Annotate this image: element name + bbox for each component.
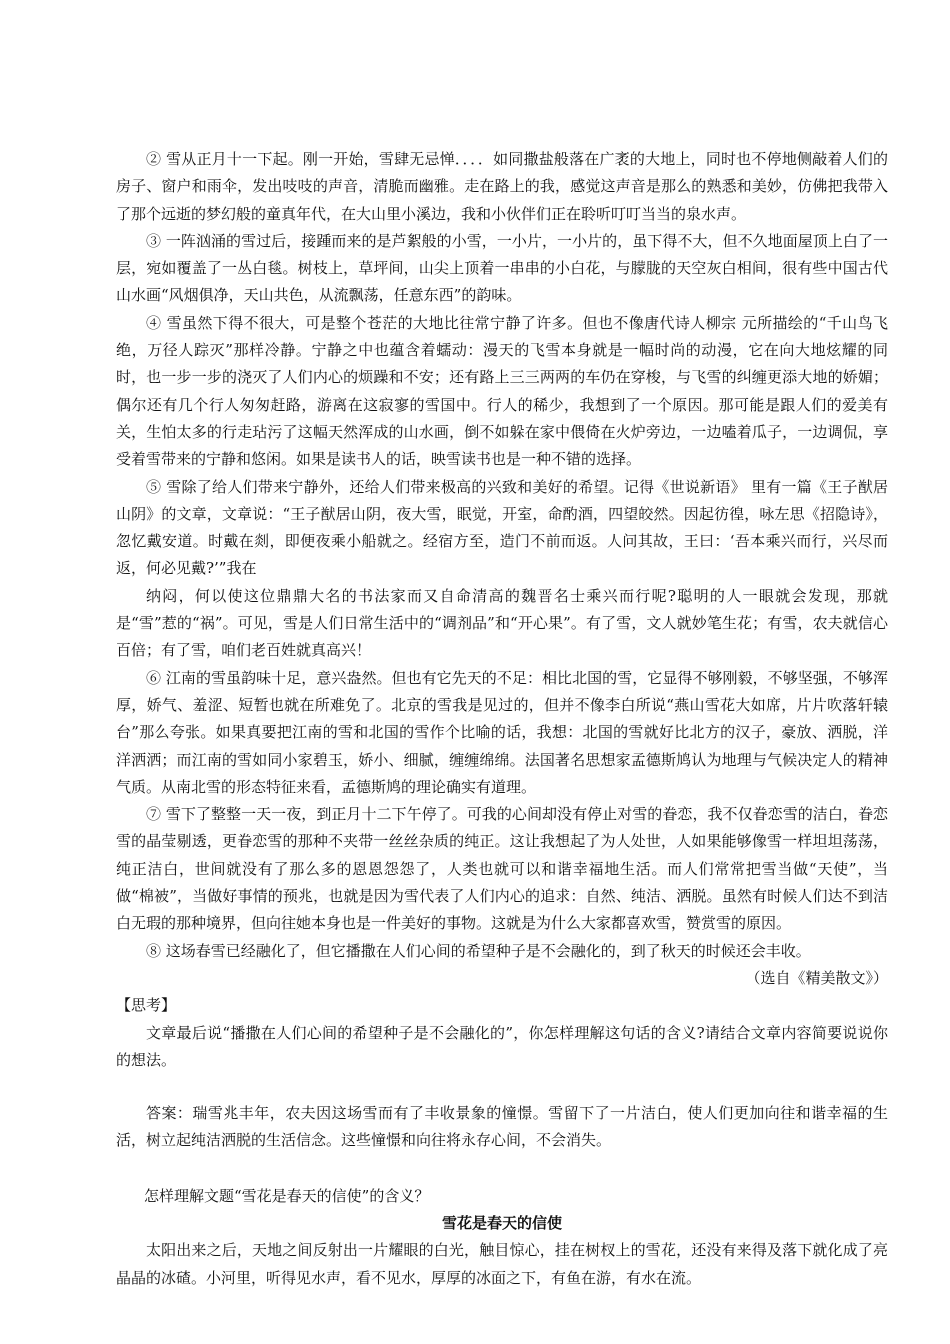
- paragraph-7: ⑦ 雪下了整整一天一夜，到正月十二下午停了。可我的心间却没有停止对雪的眷恋，我不仅眷恋雪的洁白，眷恋雪的晶莹剔透，更眷恋雪的那种不夹带一丝丝杂质的纯正。这让我想起了为人处世，人如果能够像雪一样坦坦荡荡，纯正洁白，世间就没有了那么多的恩恩怨怨了，人类也就可以和谐幸福地生活。而人们常常把雪当做“天使”，当做“棉被”，当做好事情的预兆，也就是因为雪代表了人们内心的追求：自然、纯洁、洒脱。虽然有时候人们达不到洁白无瑕的那种境界，但向往她本身也是一件美好的事物。这就是为什么大家都喜欢雪，赞赏雪的原因。: [116, 805, 888, 933]
- paragraph-2: ② 雪从正月十一下起。刚一开始，雪肆无忌惮．．．．如同撒盐般落在广袤的大地上，同时也不停地侧敲着人们的房子、窗户和雨伞，发出吱吱的声音，清脆而幽雅。走在路上的我，感觉这声音是那么的熟悉和美妙，仿佛把我带入了那个远逝的梦幻般的童真年代，在大山里小溪边，我和小伙伴们正在聆听叮叮当当的泉水声。: [116, 150, 888, 223]
- article-paragraph-1: 太阳出来之后，天地之间反射出一片耀眼的白光，触目惊心，挂在树杈上的雪花，还没有来得及落下就化成了亮晶晶的冰碴。小河里，听得见水声，看不见水，厚厚的冰面之下，有鱼在游，有水在流。: [116, 1241, 888, 1287]
- paragraph-4: ④ 雪虽然下得不很大，可是整个苍茫的大地比往常宁静了许多。但也不像唐代诗人柳宗 元所描绘的“千山鸟飞绝，万径人踪灭”那样冷静。宁静之中也蕴含着蠕动：漫天的飞雪本身就是一幅时尚的动漫，它在向大地炫耀的同时，也一步一步的浇灭了人们内心的烦躁和不安；还有路上三三两两的车仍在穿梭，与飞雪的纠缠更添大地的娇媚；偶尔还有几个行人匆匆赶路，游离在这寂寥的雪国中。行人的稀少，我想到了一个原因。那可能是跟人们的爱美有关，生怕太多的行走玷污了这幅天然浑成的山水画，倒不如躲在家中偎倚在火炉旁边，一边嗑着瓜子，一边调侃，享受着雪带来的宁静和悠闲。如果是读书人的话，映雪读书也是一种不错的选择。: [116, 313, 888, 469]
- paragraph-5-continued: 纳闷，何以使这位鼎鼎大名的书法家而又自命清高的魏晋名士乘兴而行呢?聪明的人一眼就会发现，那就是“雪”惹的“祸”。可见，雪是人们日常生活中的“调剂品”和“开心果”。有了雪，文人就妙笔生花；有雪，农夫就信心百倍；有了雪，咱们老百姓就真高兴！: [116, 586, 888, 660]
- paragraph-8: ⑧ 这场春雪已经融化了，但它播撒在人们心间的希望种子是不会融化的，到了秋天的时候还会丰收。: [146, 941, 811, 960]
- source-citation: （选自《精美散文》）: [745, 968, 888, 987]
- think-question: 文章最后说“播撒在人们心间的希望种子是不会融化的”，你怎样理解这句话的含义?请结合文章内容简要说说你的想法。: [116, 1023, 888, 1069]
- article-title: 雪花是春天的信使: [441, 1213, 562, 1232]
- think-answer: 答案：瑞雪兆丰年，农夫因这场雪而有了丰收景象的憧憬。雪留下了一片洁白，使人们更加向往和谐幸福的生活，树立起纯洁洒脱的生活信念。这些憧憬和向往将永存心间，不会消失。: [116, 1104, 888, 1150]
- think-label: 【思考】: [116, 996, 177, 1015]
- document-page: [116, 146, 888, 1292]
- paragraph-6: ⑥ 江南的雪虽韵味十足，意兴盎然。但也有它先天的不足：相比北国的雪，它显得不够刚毅，不够坚强，不够浑厚，娇气、羞涩、短暂也就在所难免了。北京的雪我是见过的，但并不像李白所说“燕山雪花大如席，片片吹落轩辕台”那么夸张。如果真要把江南的雪和北国的雪作个比喻的话，我想：北国的雪就好比北方的汉子，豪放、洒脱，洋洋洒洒；而江南的雪如同小家碧玉，娇小、细腻，缠缠绵绵。法国著名思想家孟德斯鸠认为地理与气候决定人的精神气质。从南北雪的形态特征来看，孟德斯鸠的理论确实有道理。: [116, 668, 888, 796]
- title-question: 怎样理解文题“雪花是春天的信使”的含义？: [144, 1186, 430, 1205]
- paragraph-3: ③ 一阵汹涌的雪过后，接踵而来的是芦絮般的小雪，一小片，一小片的，虽下得不大，但不久地面屋顶上白了一层，宛如覆盖了一丛白毯。树枝上，草坪间，山尖上顶着一串串的小白花，与朦胧的天空灰白相间，很有些中国古代山水画“风烟俱净，天山共色，从流飘荡，任意东西”的韵味。: [116, 231, 888, 305]
- paragraph-5: ⑤ 雪除了给人们带来宁静外，还给人们带来极高的兴致和美好的希望。记得《世说新语》 里有一篇《王子猷居山阴》的文章，文章说：“王子猷居山阴，夜大雪，眠觉，开室，命酌酒，四望皎然。因起彷徨，咏左思《招隐诗》，忽忆戴安道。时戴在剡，即便夜乘小船就之。经宿方至，造门不前而返。人问其故，王曰：‘吾本乘兴而行，兴尽而返，何必见戴?’”我在: [116, 477, 888, 578]
